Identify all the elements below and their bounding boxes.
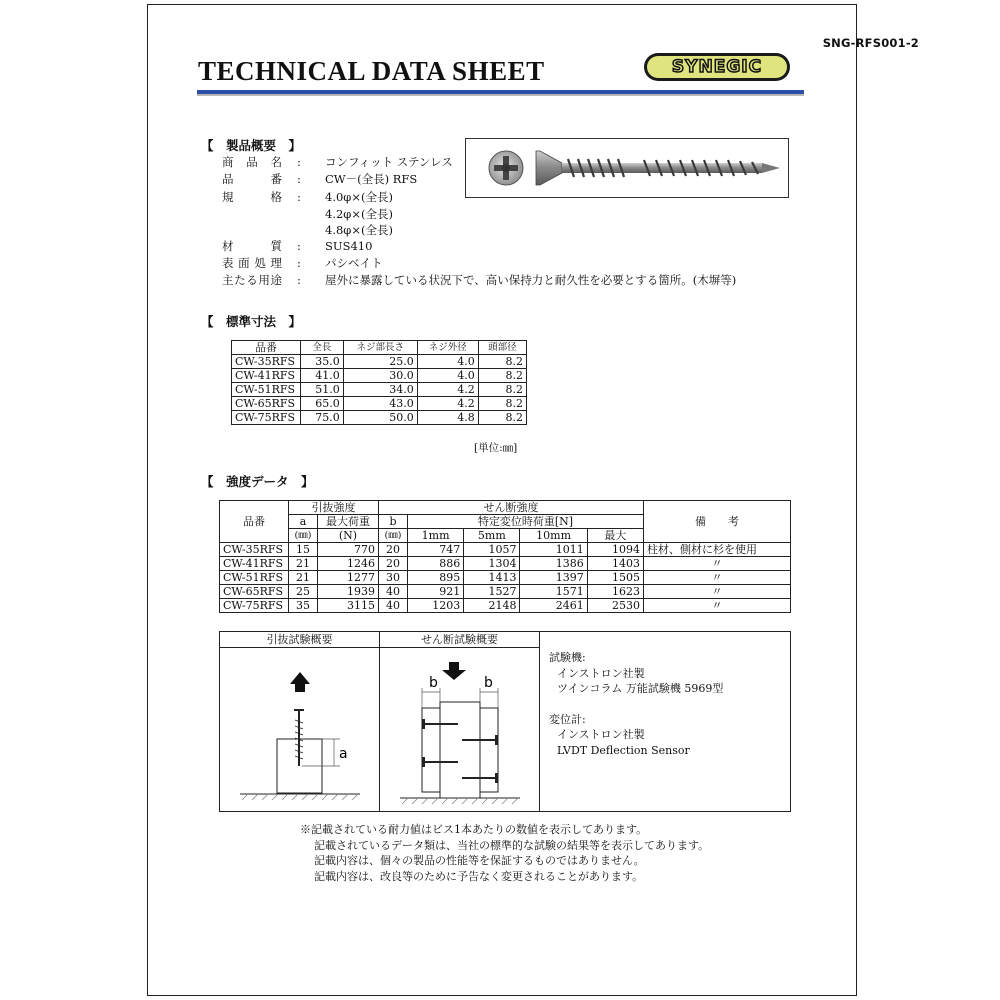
cell: 15 [289,543,318,557]
header-max: 最大荷重 [318,515,379,529]
cell: 8.2 [478,411,526,425]
document-number: SNG-RFS001-2 [822,36,919,50]
shear-dim-right-label: b [484,675,493,691]
spec-key: 品番 [222,172,282,186]
cell: 1939 [318,585,379,599]
cell: 1397 [520,571,587,585]
header-remarks: 備 考 [644,501,791,543]
table-row [232,355,527,369]
cell: 35.0 [301,355,344,369]
cell: 2461 [520,599,587,613]
machine-line: インストロン社製 [557,666,645,680]
cell: 895 [408,571,464,585]
section-overview-heading: 【 製品概要 】 [201,138,302,153]
spec-key: 規格 [222,190,282,204]
header-b-unit: (㎜) [379,529,408,543]
cell: 747 [408,543,464,557]
header-cell: ネジ部長さ [343,341,417,355]
header-cell: ネジ外径 [417,341,478,355]
pull-test-title: 引抜試験概要 [220,632,379,648]
shear-test-diagram [380,648,539,812]
spec-value: CW－(全長) RFS [325,172,418,186]
cell: 1057 [464,543,520,557]
unit-label: [単位:㎜] [474,442,518,454]
cell: CW-75RFS [232,411,301,425]
cell: 1527 [464,585,520,599]
cell: 2530 [587,599,643,613]
cell: 4.0 [417,355,478,369]
spec-key: 表面処理 [222,256,282,270]
table-row [232,411,527,425]
header-shear: せん断強度 [379,501,644,515]
table-row [232,397,527,411]
cell: 30.0 [343,369,417,383]
cell: CW-75RFS [220,599,289,613]
spec-colon: : [297,172,301,186]
section-dimensions-heading: 【 標準寸法 】 [201,314,302,329]
spec-value: パシベイト [325,256,383,270]
cell: 1413 [464,571,520,585]
header-max-unit: (N) [318,529,379,543]
machine-line: LVDT Deflection Sensor [557,743,690,757]
cell: 921 [408,585,464,599]
cell: 21 [289,557,318,571]
cell: 30 [379,571,408,585]
spec-colon: : [297,155,301,169]
header-product: 品番 [220,501,289,543]
spec-key: 商品名 [222,155,282,169]
spec-value: 4.2φ×(全長) [325,207,393,221]
spec-colon: : [297,273,301,287]
page-title: TECHNICAL DATA SHEET [198,56,545,86]
cell: 770 [318,543,379,557]
cell: 75.0 [301,411,344,425]
spec-value: 4.0φ×(全長) [325,190,393,204]
cell: 1011 [520,543,587,557]
spec-key: 材質 [222,239,282,253]
cell: 1386 [520,557,587,571]
header-pull: 引抜強度 [289,501,379,515]
screw-photo [465,138,789,198]
cell: 8.2 [478,355,526,369]
cell: 1623 [587,585,643,599]
screw-illustration [466,139,788,197]
header-10mm: 10mm [520,529,587,543]
table-header-row [232,341,527,355]
cell: 〃 [644,599,791,613]
cell: 34.0 [343,383,417,397]
header-peak: 最大 [587,529,643,543]
header-displacement: 特定変位時荷重[N] [408,515,644,529]
cell: CW-35RFS [220,543,289,557]
machine-info [549,650,723,758]
cell: 8.2 [478,369,526,383]
spec-key: 主たる用途 [222,273,282,287]
table-row [220,557,791,571]
cell: 2148 [464,599,520,613]
cell: CW-41RFS [232,369,301,383]
cell: 41.0 [301,369,344,383]
note-line: ※記載されている耐力値はビス1本あたりの数値を表示してあります。 [300,823,648,836]
note-line: 記載されているデータ類は、当社の標準的な試験の結果等を表示してあります。 [314,838,710,852]
table-row [220,543,791,557]
spec-value: 屋外に暴露している状況下で、高い保持力と耐久性を必要とする箇所。(木塀等) [325,273,737,287]
machine-line: インストロン社製 [557,728,645,741]
table-header-row [220,501,791,515]
cell: 25.0 [343,355,417,369]
cell: 886 [408,557,464,571]
cell: 1277 [318,571,379,585]
machine-line: ツインコラム 万能試験機 5969型 [557,682,724,695]
header-cell: 品番 [232,341,301,355]
cell: 1246 [318,557,379,571]
spec-value: 4.8φ×(全長) [325,223,393,237]
header-b: b [379,515,408,529]
cell: 1304 [464,557,520,571]
shear-test-title: せん断試験概要 [380,632,539,648]
section-strength-heading: 【 強度データ 】 [201,474,314,489]
header-a-unit: (㎜) [289,529,318,543]
pull-test-diagram [220,648,379,812]
cell: 1094 [587,543,643,557]
spec-value: コンフィット ステンレス [325,155,453,169]
table-row [220,599,791,613]
pull-dim-label: a [339,746,348,762]
cell: 4.2 [417,383,478,397]
shear-dim-left-label: b [429,675,438,691]
cell: CW-65RFS [220,585,289,599]
cell: 1403 [587,557,643,571]
machine-line: 変位計: [549,712,586,726]
cell: 8.2 [478,397,526,411]
cell: 65.0 [301,397,344,411]
cell: 50.0 [343,411,417,425]
cell: 4.0 [417,369,478,383]
cell: CW-35RFS [232,355,301,369]
shear-test-figure [379,631,540,812]
machine-line-spacer [549,697,723,712]
pull-test-figure [219,631,380,812]
cell: CW-41RFS [220,557,289,571]
cell: 35 [289,599,318,613]
cell: 1505 [587,571,643,585]
cell: 20 [379,543,408,557]
header-5mm: 5mm [464,529,520,543]
cell: 〃 [644,571,791,585]
cell: 40 [379,599,408,613]
title-rule-shadow [197,94,804,96]
cell: 40 [379,585,408,599]
cell: 43.0 [343,397,417,411]
cell: 25 [289,585,318,599]
cell: 4.2 [417,397,478,411]
cell: 8.2 [478,383,526,397]
cell: 1571 [520,585,587,599]
machine-line: 試験機: [549,651,586,664]
cell: 〃 [644,557,791,571]
spec-value: SUS410 [325,239,373,253]
header-1mm: 1mm [408,529,464,543]
cell: 51.0 [301,383,344,397]
header-cell: 頭部径 [478,341,526,355]
note-line: 記載内容は、改良等のために予告なく変更されることがあります。 [314,869,644,883]
cell: 20 [379,557,408,571]
footnotes [300,822,709,884]
spec-colon: : [297,239,301,253]
table-row [220,585,791,599]
spec-colon: : [297,256,301,270]
cell: 柱材、側材に杉を使用 [644,543,791,557]
cell: CW-65RFS [232,397,301,411]
table-row [232,383,527,397]
cell: 〃 [644,585,791,599]
cell: CW-51RFS [220,571,289,585]
cell: CW-51RFS [232,383,301,397]
header-a: a [289,515,318,529]
spec-colon: : [297,190,301,204]
table-row [220,571,791,585]
down-arrow-icon [442,662,466,680]
strength-table [219,500,791,613]
header-cell: 全長 [301,341,344,355]
cell: 21 [289,571,318,585]
up-arrow-icon [290,672,310,692]
note-line: 記載内容は、個々の製品の性能等を保証するものではありません。 [314,854,645,867]
cell: 1203 [408,599,464,613]
dimensions-table [231,340,527,425]
cell: 4.8 [417,411,478,425]
cell: 3115 [318,599,379,613]
table-row [232,369,527,383]
logo-text: SYNEGIC [647,56,787,78]
synegic-logo [644,53,790,81]
